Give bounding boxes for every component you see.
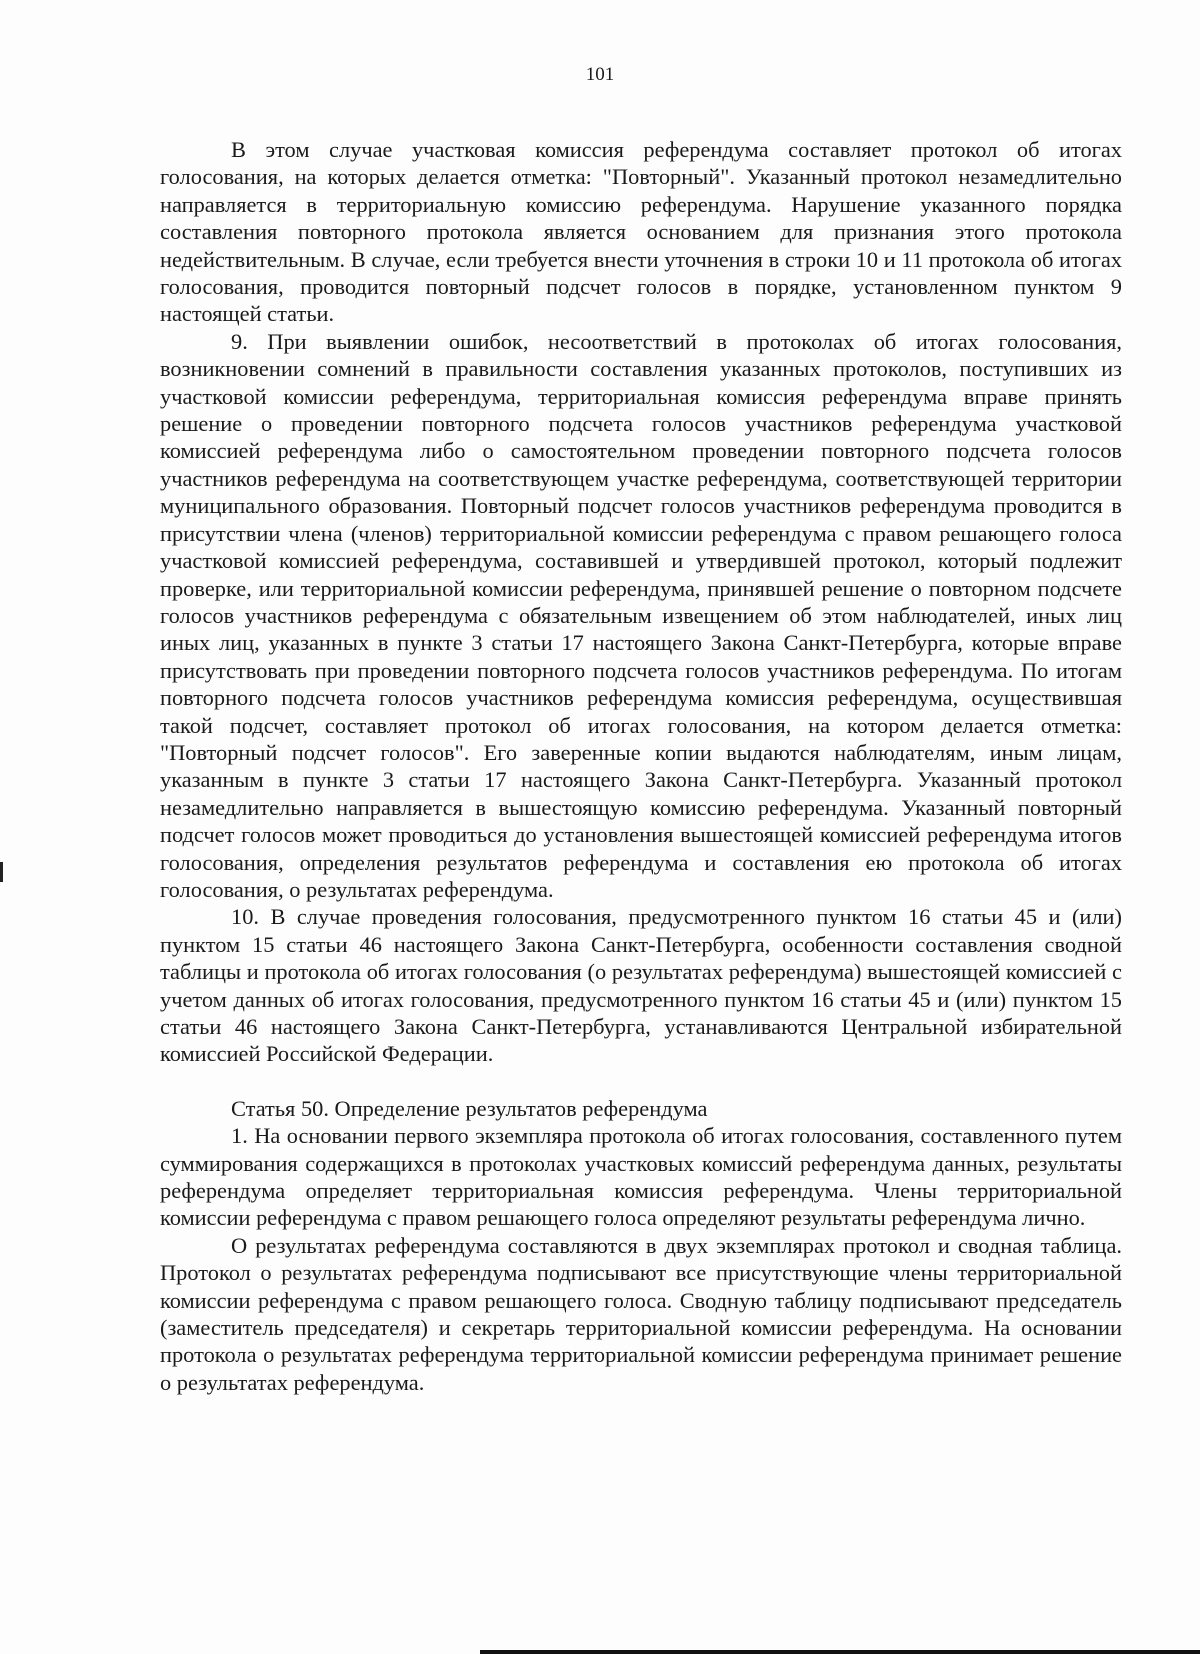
article-50-heading: Статья 50. Определение результатов референдума [231,1095,708,1121]
document-body [160,136,1122,1396]
paragraph-protocol-repeat: В этом случае участковая комиссия референдума составляет протокол об итогах голосования, на которых делается отметка: "Повторный". Указанный протокол незамедлительно направляется в территориальную комиссию референдума. Нарушение указанного порядка составления повторного протокола является основанием для признания этого протокола недействительным. В случае, если требуется внести уточнения в строки 10 и 11 протокола об итогах голосования, проводится повторный подсчет голосов в порядке, установленном пунктом 9 настоящей статьи. [160,137,1122,327]
scan-bottom-line [480,1650,1200,1654]
page-number: 101 [585,64,615,85]
scan-edge-mark [0,862,3,882]
paragraph-item-10: 10. В случае проведения голосования, предусмотренного пунктом 16 статьи 45 и (или) пунктом 15 статьи 46 настоящего Закона Санкт-Петербурга, особенности составления сводной таблицы и протокола об итогах голосования (о результатах референдума) вышестоящей комиссией с учетом данных об итогах голосования, предусмотренного пунктом 16 статьи 45 и (или) пунктом 15 статьи 46 настоящего Закона Санкт-Петербурга, устанавливаются Центральной избирательной комиссией Российской Федерации. [160,904,1122,1067]
article-50-results-paragraph: О результатах референдума составляются в двух экземплярах протокол и сводная таблица. Протокол о результатах референдума подписывают все присутствующие члены территориальной комиссии референдума с правом решающего голоса. Сводную таблицу подписывают председатель (заместитель председателя) и секретарь территориальной комиссии референдума. На основании протокола о результатах референдума территориальной комиссии референдума принимает решение о результатах референдума. [160,1232,1122,1395]
article-50-item-1: 1. На основании первого экземпляра протокола об итогах голосования, составленного путем суммирования содержащихся в протоколах участковых комиссий референдума данных, результаты референдума определяет территориальная комиссия референдума. Члены территориальной комиссии референдума с правом решающего голоса определяют результаты референдума лично. [160,1123,1122,1231]
paragraph-item-9: 9. При выявлении ошибок, несоответствий в протоколах об итогах голосования, возникновении сомнений в правильности составления указанных протоколов, поступивших из участковой комиссии референдума, территориальная комиссия референдума вправе принять решение о проведении повторного подсчета голосов участников референдума участковой комиссией референдума либо о самостоятельном проведении повторного подсчета голосов участников референдума на соответствующем участке референдума, соответствующей территории муниципального образования. Повторный подсчет голосов участников референдума проводится в присутствии члена (членов) территориальной комиссии референдума с правом решающего голоса участковой комиссией референдума, составившей и утвердившей протокол, который подлежит проверке, или территориальной комиссии референдума, принявшей решение о повторном подсчете голосов участников референдума с обязательным извещением об этом наблюдателей, иных лиц иных лиц, указанных в пункте 3 статьи 17 настоящего Закона Санкт-Петербурга, которые вправе присутствовать при проведении повторного подсчета голосов участников референдума. По итогам повторного подсчета голосов участников референдума комиссия референдума, осуществившая такой подсчет, составляет протокол об итогах голосования, на котором делается отметка: "Повторный подсчет голосов". Его заверенные копии выдаются наблюдателям, иным лицам, указанным в пункте 3 статьи 17 настоящего Закона Санкт-Петербурга. Указанный протокол незамедлительно направляется в вышестоящую комиссию референдума. Указанный повторный подсчет голосов может проводиться до установления вышестоящей комиссией референдума итогов голосования, определения результатов референдума и составления ею протокола об итогах голосования, о результатах референдума. [160,328,1122,902]
